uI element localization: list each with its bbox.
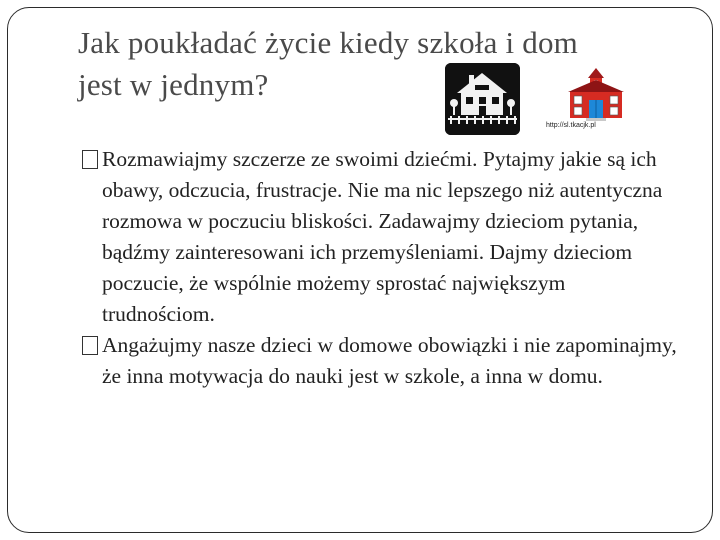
bullet-text: Angażujmy nasze dzieci w domowe obowiązki i nie zapominajmy, że inna motywacja do nauki jest w szkole, a inna w domu. bbox=[102, 333, 677, 388]
house-icon bbox=[445, 63, 520, 135]
slide-title: Jak poukładać życie kiedy szkoła i dom jest w jednym? bbox=[78, 25, 578, 102]
unsupported-glyph-box-icon bbox=[82, 336, 98, 355]
slide-body bbox=[82, 144, 682, 392]
image-credit: http://sl.tkacjk.pl bbox=[546, 122, 596, 129]
bullet-item bbox=[82, 330, 682, 392]
bullet-text: Rozmawiajmy szczerze ze swoimi dziećmi. Pytajmy jakie są ich obawy, odczucia, frustracje. Nie ma nic lepszego niż autentyczna rozmowa w poczuciu bliskości. Zadawajmy dzieciom pytania, bądźmy zainteresowani ich przemyśleniami. Dajmy dzieciom poczucie, że wspólnie możemy sprostać największym trudnościom. bbox=[102, 147, 663, 326]
school-icon bbox=[564, 66, 628, 122]
bullet-item bbox=[82, 144, 682, 330]
unsupported-glyph-box-icon bbox=[82, 150, 98, 169]
